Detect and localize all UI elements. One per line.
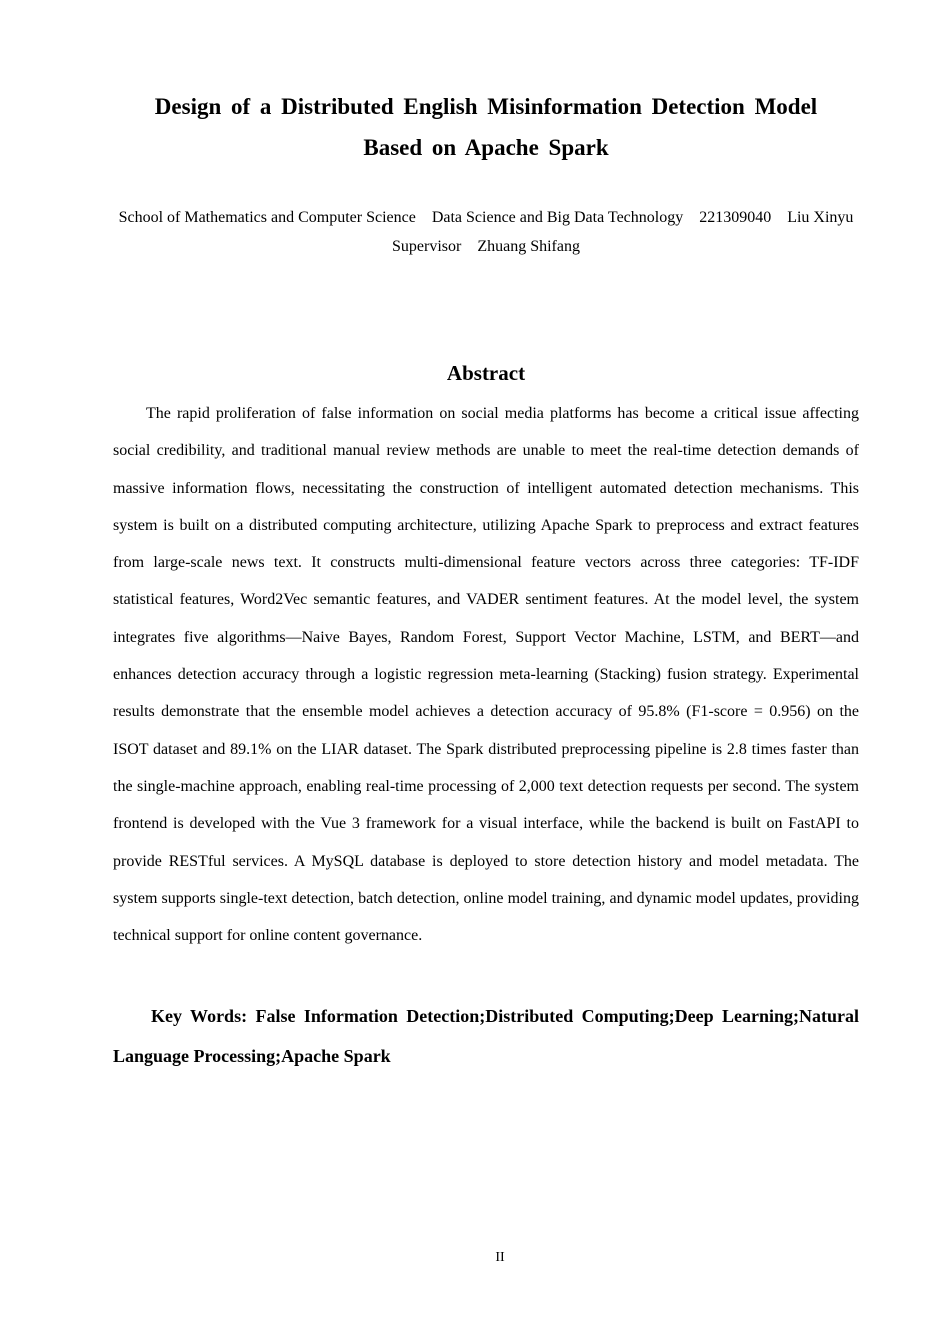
abstract-heading: Abstract: [446, 361, 526, 385]
page-number: II: [495, 1250, 505, 1265]
supervisor-line: Supervisor Zhuang Shifang: [392, 238, 580, 255]
abstract-body: The rapid proliferation of false information on social media platforms has become a critical issue affecting social credibility, and traditional manual review methods are unable to meet the real-time detection demands of massive information flows, necessitating the construction of intelligent automated detection mechanisms. This system is built on a distributed computing architecture, utilizing Apache Spark to preprocess and extract features from large-scale news text. It constructs multi-dimensional feature vectors across three categories: TF-IDF statistical features, Word2Vec semantic features, and VADER sentiment features. At the model level, the system integrates five algorithms—Naive Bayes, Random Forest, Support Vector Machine, LSTM, and BERT—and enhances detection accuracy through a logistic regression meta-learning (Stacking) fusion strategy. Experimental results demonstrate that the ensemble model achieves a detection accuracy of 95.8% (F1-score = 0.956) on the ISOT dataset and 89.1% on the LIAR dataset. The Spark distributed preprocessing pipeline is 2.8 times faster than the single-machine approach, enabling real-time processing of 2,000 text detection requests per second. The system frontend is developed with the Vue 3 framework for a visual interface, while the backend is built on FastAPI to provide RESTful services. A MySQL database is deployed to store detection history and model metadata. The system supports single-text detection, batch detection, online model training, and dynamic model updates, providing technical support for online content governance.: [113, 405, 859, 945]
paper-title-line-2: Based on Apache Spark: [363, 135, 609, 160]
author-affiliation: [113, 203, 859, 261]
paper-title: [113, 86, 859, 168]
keywords: Key Words: False Information Detection;Distributed Computing;Deep Learning;Natural Language Processing;Apache Spark: [113, 1006, 859, 1066]
paper-title-line-1: Design of a Distributed English Misinformation Detection Model: [154, 94, 818, 119]
affiliation-line: School of Mathematics and Computer Science Data Science and Big Data Technology 221309040 Liu Xinyu: [118, 209, 854, 226]
